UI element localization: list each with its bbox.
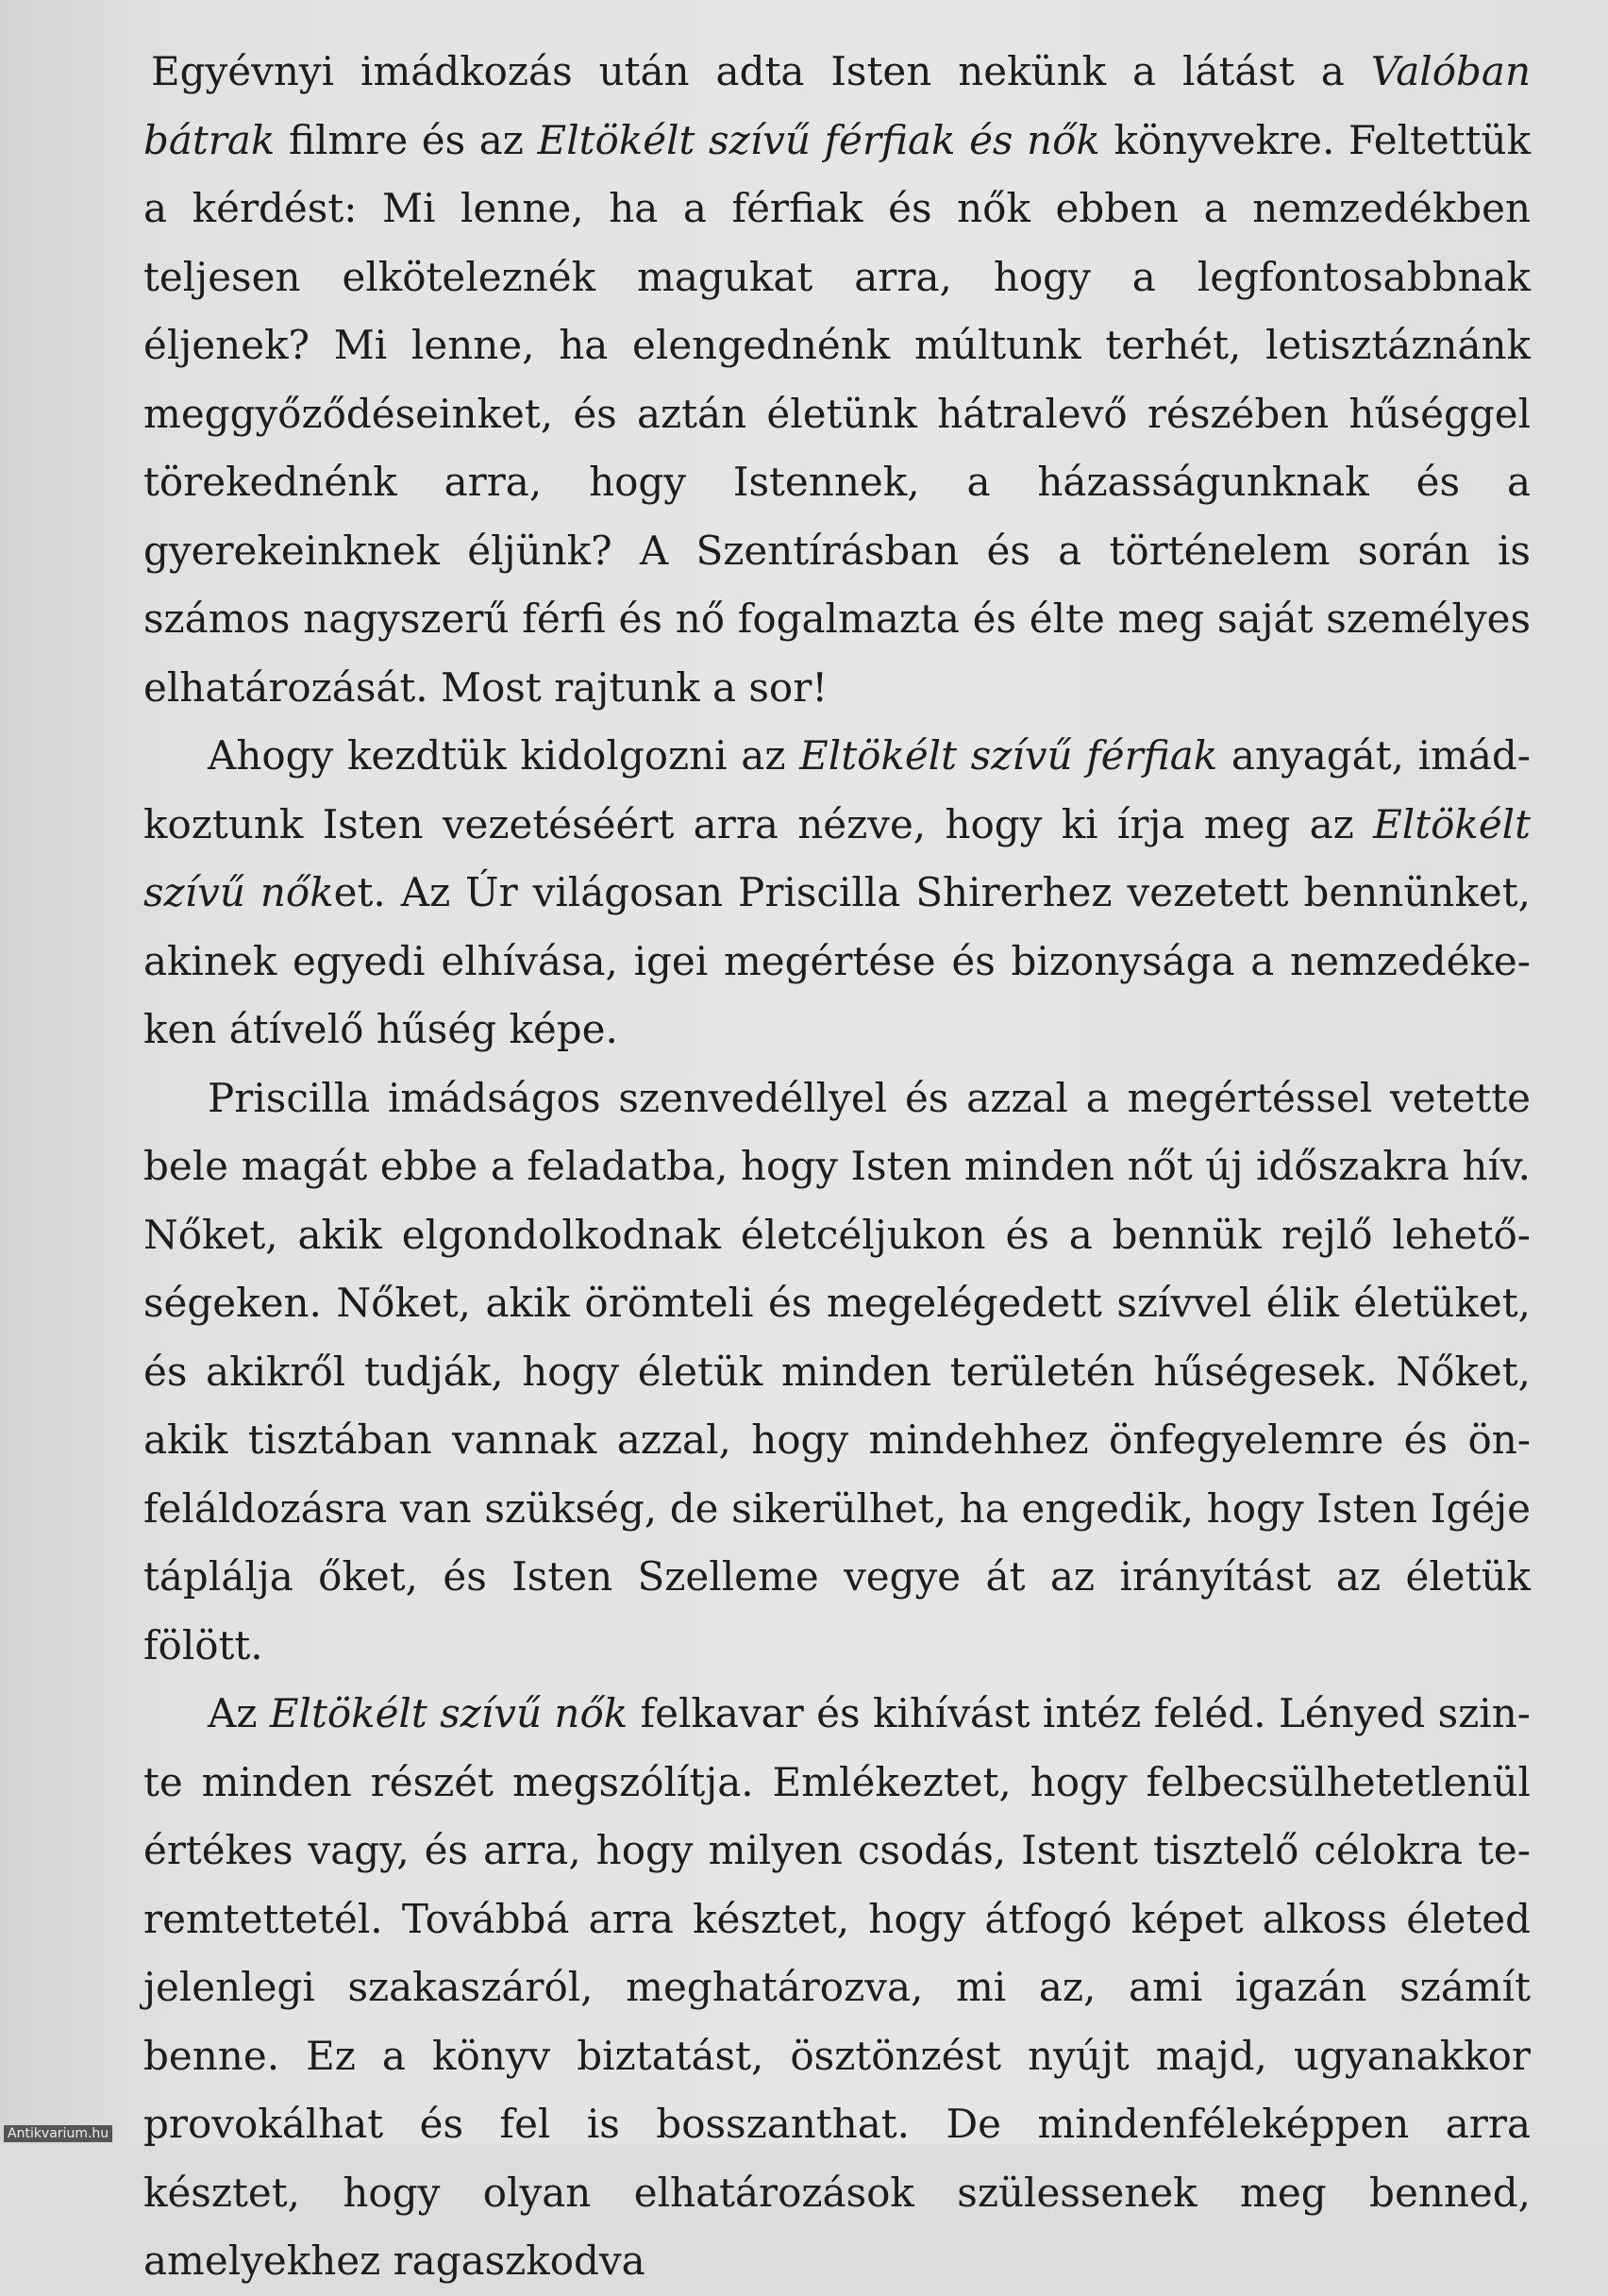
bleed-through-text (283, 0, 1510, 23)
text-run: Ahogy kezdtük kidolgozni az (208, 732, 800, 779)
italic-title: Valóban bátrak (143, 48, 1531, 163)
body-text (143, 38, 1531, 2296)
watermark: Antikvarium.hu (4, 2125, 112, 2142)
italic-title: Eltökélt szívű nők (269, 1690, 628, 1736)
paragraph (143, 1064, 1531, 1681)
text-run: anyagát, imádkoztunk Isten vezetéséért arra nézve, hogy ki írja meg az (143, 732, 1531, 847)
text-run: felkavar és kihívást intéz feléd. Lényed szinte minden részét megszólítja. Emlékeztet, hogy felbecsülhetetlenül értékes vagy, és arra, hogy milyen csodás, Istent tisztelő célokra teremtettetél. Továbbá arra késztet, hogy átfogó képet alkoss életed jelenlegi szakaszáról, meghatározva, mi az, ami igazán számít benne. Ez a könyv biztatást, ösztönzést nyújt majd, ugyanakkor provokálhat és fel is bosszanthat. De mindenféleképpen arra késztet, hogy olyan elhatározások szülessenek meg benned, amelyekhez ragaszkodva (143, 1690, 1531, 2284)
paragraph (143, 722, 1531, 1064)
paragraph (143, 38, 1531, 722)
italic-title: Eltökélt szívű férfiak és nők (537, 116, 1100, 163)
paragraph (143, 1680, 1531, 2296)
italic-title: Eltökélt szívű nők (143, 800, 1531, 915)
text-run: könyvekre. Feltettük a kérdést: Mi lenne, ha a férfiak és nők ebben a nemzedékben teljesen elköteleznék magukat arra, hogy a legfontosabbnak éljenek? Mi lenne, ha elengednénk múltunk terhét, letisztáznánk meggyőződéseinket, és aztán életünk hátralevő részében hűséggel törekednénk arra, hogy Istennek, a házasságunknak és a gyerekeinknek éljünk? A Szentírásban és a történelem során is számos nagyszerű férfi és nő fogalmazta és élte meg saját személyes elhatározását. Most rajtunk a sor! (143, 116, 1532, 711)
text-run: Priscilla imádságos szenvedéllyel és azzal a megértéssel vetette bele magát ebbe a feladatba, hogy Isten minden nőt új időszakra hív. Nőket, akik elgondolkodnak életcéljukon és a bennük rejlő lehetőségeken. Nőket, akik örömteli és megelégedett szívvel élik életüket, és akikről tudják, hogy életük minden területén hűségesek. Nőket, akik tisztában vannak azzal, hogy mindehhez önfegyelemre és önfeláldozásra van szükség, de sikerülhet, ha engedik, hogy Isten Igéje táplálja őket, és Isten Szelleme vegye át az irányítást az életük fölött. (143, 1074, 1531, 1668)
italic-title: Eltökélt szívű férfiak (799, 732, 1218, 779)
text-run: et. Az Úr világosan Priscilla Shirerhez vezetett bennünket, akinek egyedi elhívása, igei megértése és bizonysága a nemzedékeken átívelő hűség képe. (143, 869, 1532, 1052)
text-run: Egyévnyi imádkozás után adta Isten nekünk a látást a (151, 48, 1371, 94)
text-run: Az (208, 1690, 270, 1736)
text-run: filmre és az (275, 116, 538, 163)
